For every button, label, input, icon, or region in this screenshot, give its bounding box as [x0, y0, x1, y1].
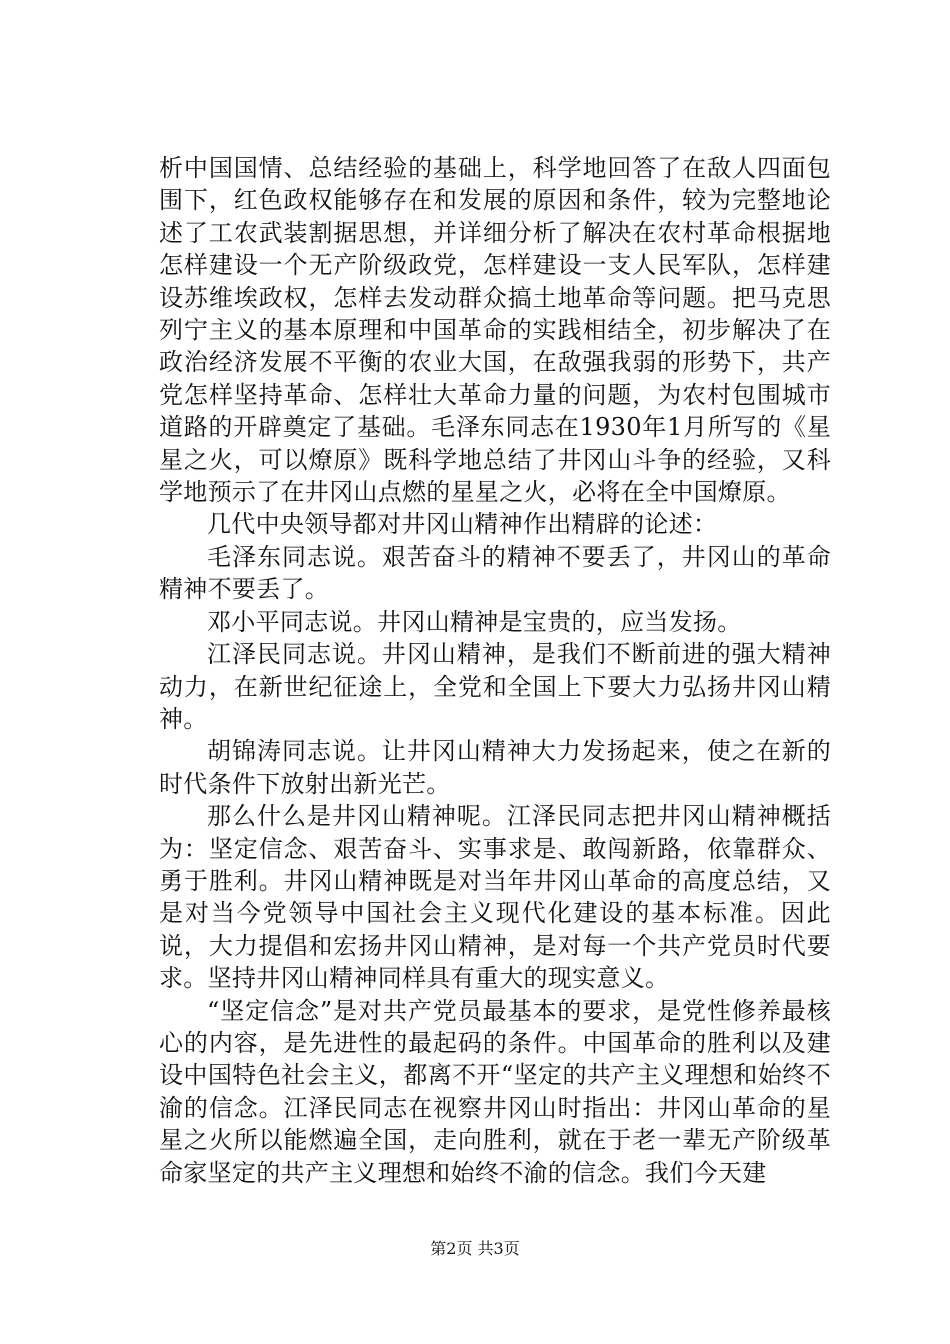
paragraph-hu-quote: 胡锦涛同志说。让井冈山精神大力发扬起来，使之在新的时代条件下放射出新光芒。	[159, 737, 831, 798]
paragraph-spirit-definition: 那么什么是井冈山精神呢。江泽民同志把井冈山精神概括为：坚定信念、艰苦奋斗、实事求是、敢闯新路，依靠群众、勇于胜利。井冈山精神既是对当年井冈山革命的高度总结，又是对当今党领导中国社会主义现代化建设的基本标准。因此说，大力提倡和宏扬井冈山精神，是对每一个共产党员时代要求。坚持井冈山精神同样具有重大的现实意义。	[159, 802, 831, 993]
paragraph-leaders-intro: 几代中央领导都对井冈山精神作出精辟的论述：	[207, 510, 718, 539]
document-body	[159, 152, 831, 1189]
paragraph-mao-quote: 毛泽东同志说。艰苦奋斗的精神不要丢了，井冈山的革命精神不要丢了。	[159, 542, 831, 604]
paragraph-jiang-quote: 江泽民同志说。井冈山精神，是我们不断前进的强大精神动力，在新世纪征途上，全党和全国上下要大力弘扬井冈山精神。	[159, 640, 831, 733]
paragraph-deng-quote: 邓小平同志说。井冈山精神是宝贵的，应当发扬。	[207, 607, 742, 636]
paragraph-continuation: 析中国国情、总结经验的基础上，科学地回答了在敌人四面包围下，红色政权能够存在和发展的原因和条件，较为完整地论述了工农武装割据思想，并详细分析了解决在农村革命根据地怎样建设一个无产阶级政党，怎样建设一支人民军队，怎样建设苏维埃政权，怎样去发动群众搞土地革命等问题。把马克思列宁主义的基本原理和中国革命的实践相结全，初步解决了在政治经济发展不平衡的农业大国，在敌强我弱的形势下，共产党怎样坚持革命、怎样壮大革命力量的问题，为农村包围城市道路的开辟奠定了基础。毛泽东同志在1930年1月所写的《星星之火，可以燎原》既科学地总结了井冈山斗争的经验，又科学地预示了在井冈山点燃的星星之火，必将在全中国燎原。	[159, 154, 831, 507]
page-number-footer: 第2页 共3页	[430, 1239, 520, 1258]
paragraph-firm-belief: “坚定信念”是对共产党员最基本的要求，是党性修养最核心的内容，是先进性的最起码的条件。中国革命的胜利以及建设中国特色社会主义，都离不开“坚定的共产主义理想和始终不渝的信念。江泽民同志在视察井冈山时指出：井冈山革命的星星之火所以能燃遍全国，走向胜利，就在于老一辈无产阶级革命家坚定的共产主义理想和始终不渝的信念。我们今天建	[159, 996, 831, 1187]
